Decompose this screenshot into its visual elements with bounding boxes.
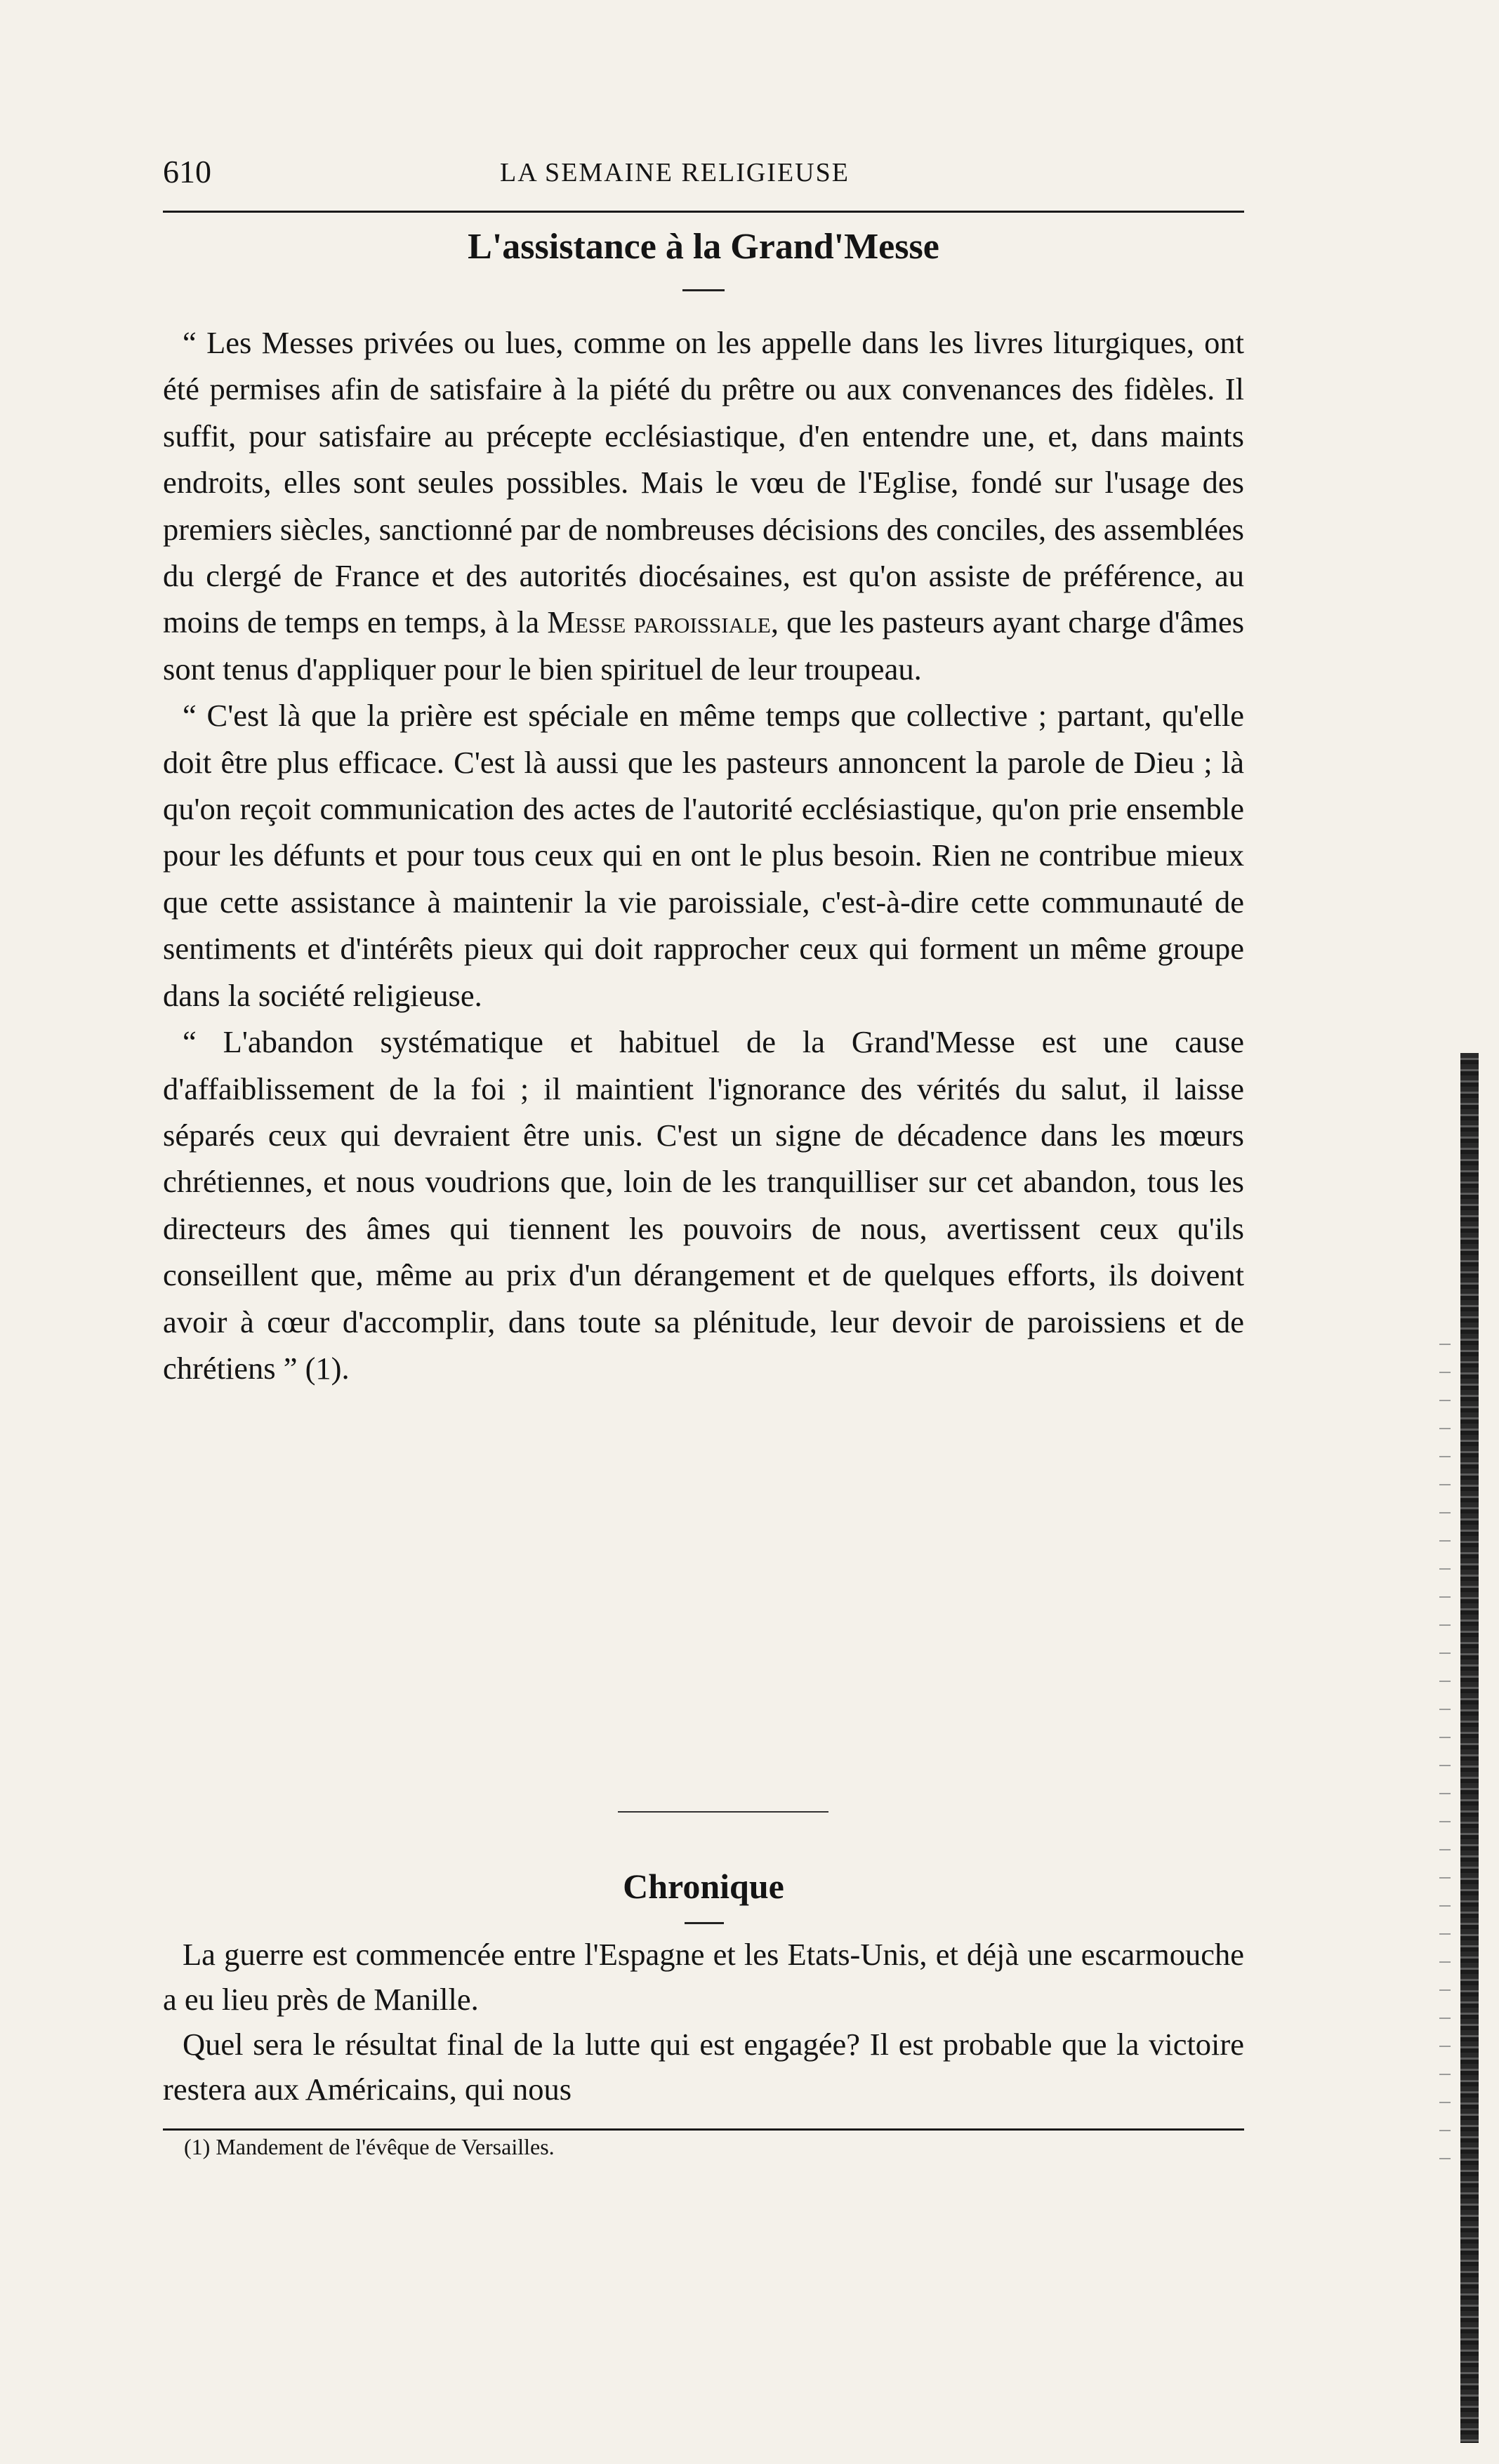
header-rule <box>163 211 1244 213</box>
chronique-paragraph: Quel sera le résultat final de la lutte qui est engagée? Il est probable que la victoire restera aux Américains, qui nous <box>163 2027 1244 2107</box>
article-paragraph: “ C'est là que la prière est spéciale en même temps que collective ; partant, qu'elle doit être plus efficace. C'est là aussi que les pasteurs annoncent la parole de Dieu ; là qu'on reçoit communication des actes de l'autorité ecclésiastique, qu'on prie ensemble pour les défunts et pour tous ceux qui en ont le plus besoin. Rien ne contribue mieux que cette assistance à maintenir la vie paroissiale, c'est-à-dire cette communauté de sentiments et d'intérêts pieux qui doit rapprocher ceux qui forment un même groupe dans la société religieuse. <box>163 698 1244 1013</box>
chronique-paragraph: La guerre est commencée entre l'Espagne et les Etats-Unis, et déjà une escarmouche a eu lieu près de Manille. <box>163 1937 1244 2017</box>
article-body <box>163 319 1244 1391</box>
footnote: (1) Mandement de l'évêque de Versailles. <box>184 2134 555 2159</box>
paragraph-text: “ Les Messes privées ou lues, comme on les appelle dans les livres liturgiques, ont été permises afin de satisfaire à la piété du prêtre ou aux convenances des fidèles. Il suffit, pour satisfaire au précepte ecclésiastique, d'en entendre une, et, dans maints endroits, elles sont seules possibles. Mais le vœu de l'Eglise, fondé sur l'usage des premiers siècles, sanctionné par de nombreuses décisions des conciles, des assemblées du clergé de France et des autorités diocésaines, est qu'on assiste de préférence, au moins de temps en temps, à la <box>163 325 1244 640</box>
page-header <box>163 153 1244 202</box>
title-dash <box>682 289 725 291</box>
section-divider <box>618 1811 828 1813</box>
article-title: L'assistance à la Grand'Messe <box>468 227 939 267</box>
running-title: LA SEMAINE RELIGIEUSE <box>500 158 850 187</box>
scan-edge-artifact <box>1460 1053 1479 2443</box>
section-dash <box>685 1922 724 1924</box>
article-paragraph <box>163 319 1244 692</box>
footnote-rule <box>163 2128 1244 2131</box>
smallcaps-text: Messe paroissiale <box>547 604 771 640</box>
section-title: Chronique <box>623 1867 784 1906</box>
page-number: 610 <box>163 154 211 190</box>
paragraph-tail: , que les pasteurs ayant charge d'âmes sont tenus d'appliquer pour le bien spirituel de leur troupeau. <box>163 604 1245 687</box>
chronique-body <box>163 1932 1244 2112</box>
article-paragraph: “ L'abandon systématique et habituel de la Grand'Messe est une cause d'affaiblissement de la foi ; il maintient l'ignorance des vérités du salut, il laisse séparés ceux qui devraient être unis. C'est un signe de décadence dans les mœurs chrétiennes, et nous voudrions que, loin de les tranquilliser sur cet abandon, tous les directeurs des âmes qui tiennent les pouvoirs de nous, avertissent ceux qu'ils conseillent que, même au prix d'un dérangement et de quelques efforts, ils doivent avoir à cœur d'accomplir, dans toute sa plénitude, leur devoir de paroissiens et de chrétiens ” (1). <box>163 1024 1244 1386</box>
scan-specks <box>1439 1334 1451 2176</box>
